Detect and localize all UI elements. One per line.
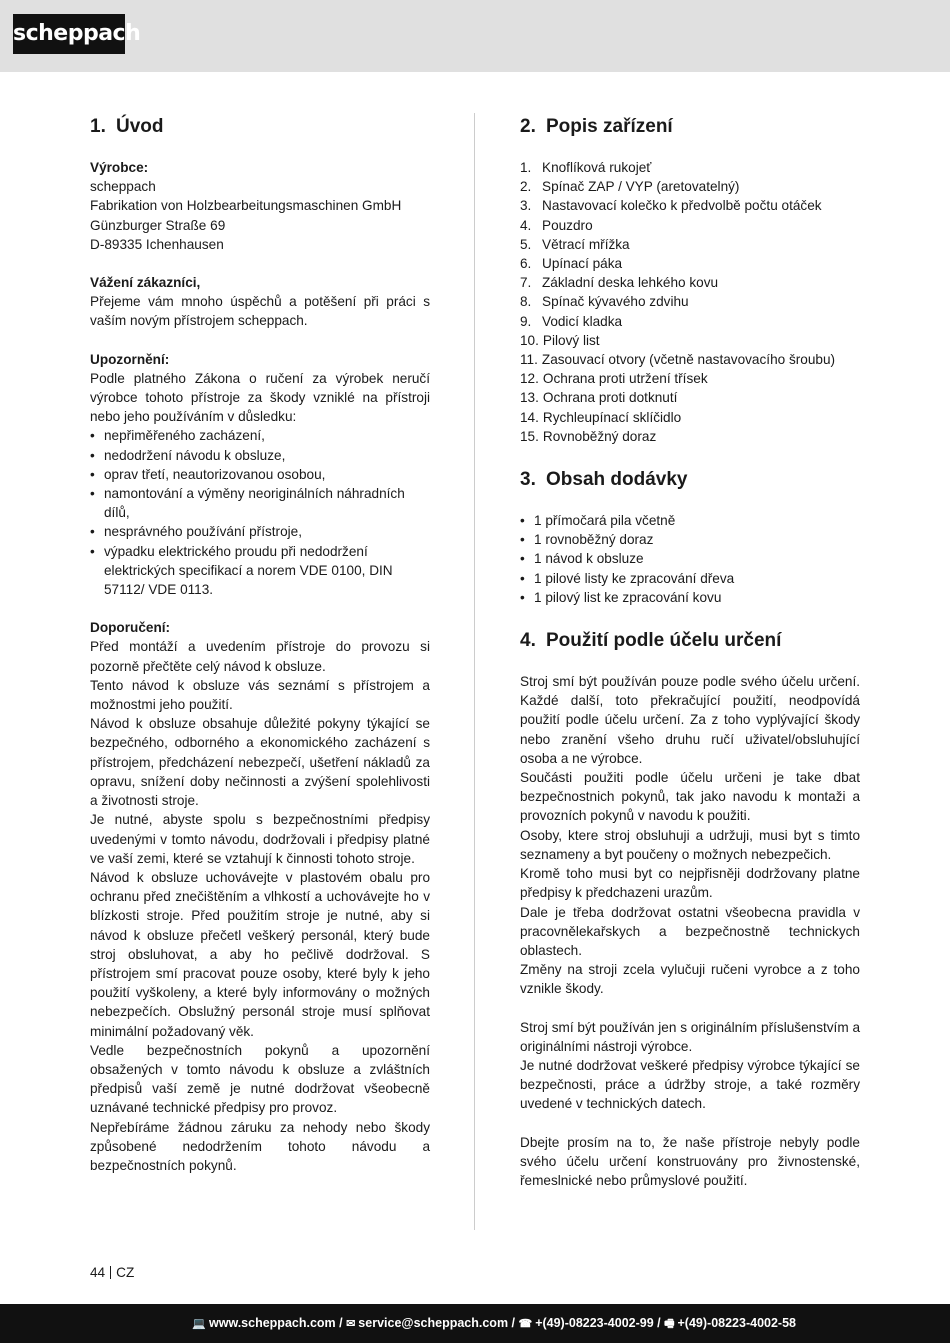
list-item: 2. Spínač ZAP / VYP (aretovatelný)	[520, 179, 740, 195]
section-description-heading: 2. Popis zařízení	[520, 116, 673, 137]
page-number: 44 CZ	[90, 1265, 135, 1280]
computer-icon: 💻	[192, 1318, 206, 1330]
scheppach-logo: scheppach	[13, 14, 125, 54]
manufacturer-label: Výrobce:	[90, 160, 149, 175]
list-item: 1. Knoflíková rukojeť	[520, 160, 652, 175]
footer-phone: +(49)-08223-4002-99	[535, 1316, 654, 1330]
list-item: • 1 pilové listy ke zpracování dřeva	[520, 569, 860, 588]
section-usage-heading: 4. Použití podle účelu určení	[520, 630, 782, 652]
usage-paragraph: Změny na stroji zcela vylučuji ručeni vyrobce a z toho vznikle škody.	[520, 962, 860, 997]
list-item: • 1 návod k obsluze	[520, 549, 860, 568]
phone-icon: ☎	[518, 1318, 533, 1330]
list-item: • 1 přímočará pila včetně	[520, 511, 860, 530]
footer-fax: +(49)-08223-4002-58	[677, 1316, 796, 1330]
list-item: 14. Rychleupínací sklíčidlo	[520, 409, 682, 425]
page-separator	[110, 1266, 111, 1279]
manufacturer-line: Günzburger Straße 69	[90, 217, 226, 233]
fax-icon: 🖷	[664, 1318, 675, 1330]
list-item: 9. Vodicí kladka	[520, 313, 623, 329]
list-item: 6. Upínací páka	[520, 256, 623, 272]
list-item: 4. Pouzdro	[520, 217, 593, 233]
customer-label: Vážení zákazníci,	[90, 275, 201, 291]
list-item: 10. Pilový list	[520, 332, 600, 348]
list-item: • nedodržení návodu k obsluze,	[90, 446, 430, 465]
list-item: • výpadku elektrického proudu při nedodržení elektrických specifikací a norem VDE 0100, DIN 57112/ VDE 0113.	[90, 542, 430, 600]
list-item: 5. Větrací mřížka	[520, 236, 630, 252]
parts-list	[520, 158, 860, 446]
list-item: 7. Základní deska lehkého kovu	[520, 275, 719, 291]
footer-web-link[interactable]: www.scheppach.com	[209, 1316, 336, 1330]
usage-paragraph: Dbejte prosím na to, že naše přístroje nebyly podle svého účelu určení konstruovány pro živnostenské, řemeslnické nebo průmyslové použití.	[520, 1134, 860, 1188]
footer-email-link[interactable]: service@scheppach.com	[358, 1316, 509, 1330]
recommend-paragraph: Návod k obsluze uchovávejte v plastovém obalu pro ochranu před znečištěním a vlhkostí a uchovávejte ho v blízkosti stroje. Před použitím stroje je nutné, aby si návod k obsluze přečetl veškerý personál, který bude stroj obsluhovat, a aby ho pečlivě dodržoval. S přístrojem smí pracovat pouze osoby, které byly k jeho použití vyškoleny, a které byly informovány o možných nebezpečích. Obslužný personál stroje musí splňovat minimální požadovaný věk.	[90, 869, 430, 1039]
list-item: • nepřiměřeného zacházení,	[90, 426, 430, 445]
recommend-paragraph: Návod k obsluze obsahuje důležité pokyny týkající se bezpečného, odborného a ekonomického zacházení s přístrojem, předcházení nebezpečí, ušetření nákladů za opravu, snížení doby nečinnosti a zvýšení spolehlivosti a životnosti stroje.	[90, 716, 430, 809]
manufacturer-line: scheppach	[90, 179, 156, 195]
list-item: 12. Ochrana proti utržení třísek	[520, 371, 708, 387]
list-item: 8. Spínač kývavého zdvihu	[520, 294, 689, 310]
usage-paragraph: Dale je třeba dodržovat ostatni všeobecna pravidla v pracovnělekařskych a bezpečnostně technickych oblastech.	[520, 904, 860, 958]
right-column	[520, 115, 860, 1190]
section-contents-heading: 3. Obsah dodávky	[520, 469, 688, 491]
section-intro-heading: 1. Úvod	[90, 116, 164, 137]
list-item: 13. Ochrana proti dotknutí	[520, 390, 678, 406]
column-divider	[474, 113, 475, 1230]
usage-paragraph: Kromě toho musi byt co nejpřisněji dodržovany platne předpisy k předchazeni urazům.	[520, 866, 860, 901]
footer-contacts: 💻 www.scheppach.com / ✉ service@scheppach.com / ☎ +(49)-08223-4002-99 / 🖷 +(49)-08223-4002-58	[192, 1316, 796, 1330]
warning-text: Podle platného Zákona o ručení za výrobek neručí výrobce tohoto přístroje za škody vzniklé na přístroji nebo jeho používáním v důsledku:	[90, 370, 430, 425]
contents-list	[520, 511, 860, 607]
manufacturer-line: D-89335 Ichenhausen	[90, 236, 224, 252]
header-bar	[0, 0, 950, 72]
recommend-label: Doporučení:	[90, 620, 171, 636]
usage-paragraph: Součásti použiti podle účelu určeni je take dbat bezpečnostnich pokynů, tak jako navodu k montaži a provozních pokynů v navodu k použiti.	[520, 770, 860, 824]
list-item: • nesprávného používání přístroje,	[90, 522, 430, 541]
customer-text: Přejeme vám mnoho úspěchů a potěšení při práci s vaším novým přístrojem scheppach.	[90, 294, 430, 329]
mail-icon: ✉	[346, 1318, 356, 1330]
recommend-paragraph: Tento návod k obsluze vás seznámí s přístrojem a možnostmi jeho použití.	[90, 677, 430, 713]
usage-paragraph: Osoby, ktere stroj obsluhuji a udržuji, musi byt s timto seznameny a byt poučeny o možnych nebezpečich.	[520, 827, 860, 862]
list-item: • 1 pilový list ke zpracování kovu	[520, 588, 860, 607]
list-item: • namontování a výměny neoriginálních náhradních dílů,	[90, 484, 430, 522]
usage-paragraph: Stroj smí být používán jen s originálním příslušenstvím a originálními nástroji výrobce.	[520, 1019, 860, 1054]
recommend-paragraph: Je nutné, abyste spolu s bezpečnostními předpisy uvedenými v tomto návodu, dodržovali i předpisy platné ve vaší zemi, které se vztahují k činnosti tohoto stroje.	[90, 812, 430, 866]
recommend-paragraph: Nepřebíráme žádnou záruku za nehody nebo škody způsobené nedodržením tohoto návodu a bezpečnostních pokynů.	[90, 1119, 430, 1173]
usage-paragraph: Je nutné dodržovat veškeré předpisy výrobce týkající se bezpečnosti, práce a údržby stroje, a také rozměry uvedené v technických datech.	[520, 1057, 860, 1112]
list-item: 3. Nastavovací kolečko k předvolbě počtu otáček	[520, 198, 822, 214]
list-item: • oprav třetí, neautorizovanou osobou,	[90, 465, 430, 484]
recommend-paragraph: Vedle bezpečnostních pokynů a upozornění obsažených v tomto návodu k obsluze a zvláštních předpisů vaší země je nutné dodržovat všeobecně uznávané technické předpisy pro provoz.	[90, 1042, 430, 1116]
manufacturer-line: Fabrikation von Holzbearbeitungsmaschinen GmbH	[90, 198, 402, 214]
left-column	[90, 115, 430, 1175]
usage-paragraph: Stroj smí být používán pouze podle svého účelu určení. Každé další, toto překračující použití, neodpovídá použití podle účelu určení. Za z toho vyplývající škody nebo zranění všeho druhu ručí uživatel/obsluhující osoba a ne výrobce.	[520, 674, 860, 766]
recommend-paragraph: Před montáží a uvedením přístroje do provozu si pozorně přečtěte celý návod k obsluze.	[90, 639, 430, 674]
footer-bar	[0, 1304, 950, 1343]
list-item: 11. Zasouvací otvory (včetně nastavovacího šroubu)	[520, 352, 836, 368]
warning-list	[90, 426, 430, 599]
list-item: 15. Rovnoběžný doraz	[520, 428, 657, 444]
warning-label: Upozornění:	[90, 351, 170, 367]
list-item: • 1 rovnoběžný doraz	[520, 530, 860, 549]
